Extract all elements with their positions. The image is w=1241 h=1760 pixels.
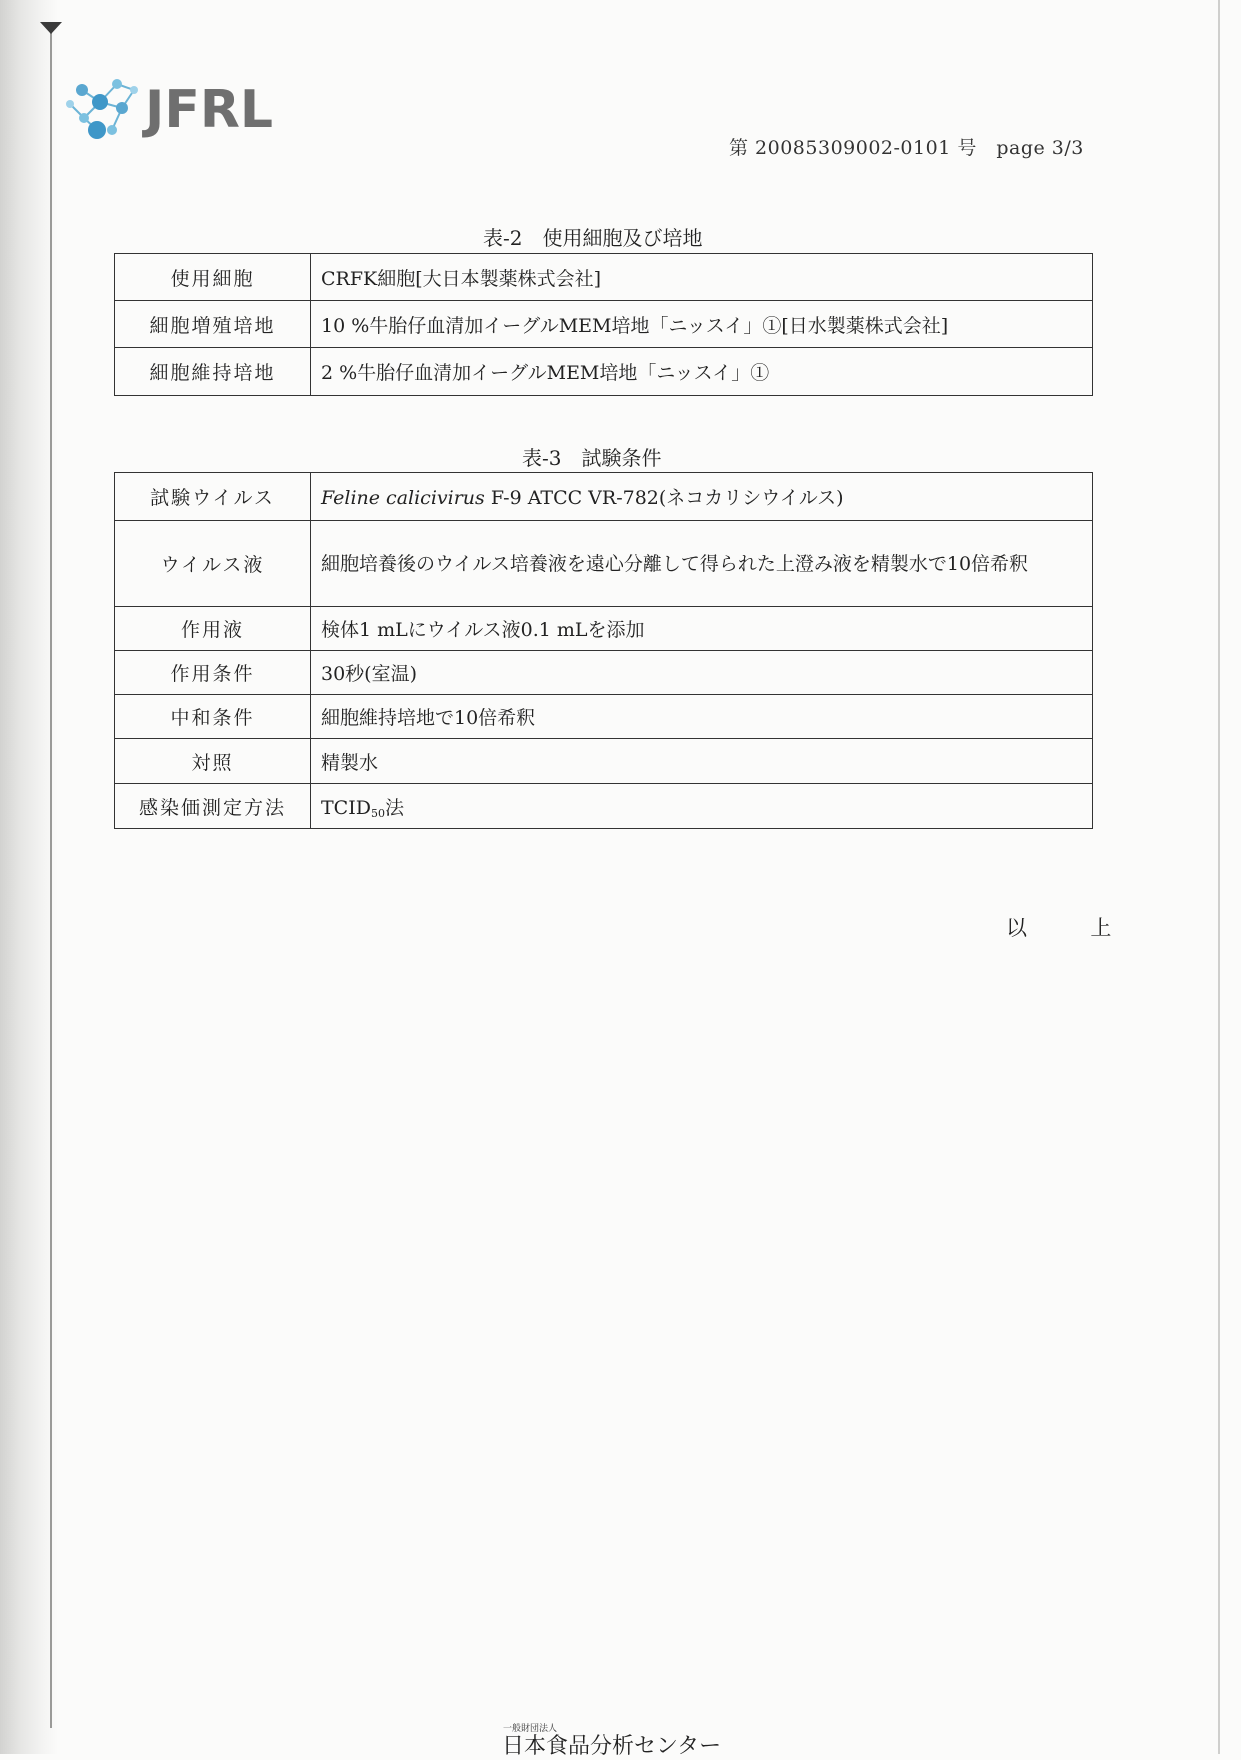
table-row — [115, 473, 1093, 521]
row-label: ウイルス液 — [115, 521, 311, 607]
scan-right-edge — [1218, 0, 1220, 1754]
table-row — [115, 784, 1093, 829]
row-label: 使用細胞 — [115, 254, 311, 301]
scan-mark — [40, 22, 62, 34]
table-row — [115, 301, 1093, 348]
table2-caption: 表-2 使用細胞及び培地 — [483, 226, 703, 250]
logo-text: JFRL — [145, 80, 274, 140]
row-label: 作用条件 — [115, 651, 311, 695]
footer-org-name: 日本食品分析センター — [502, 1734, 722, 1759]
row-value: 2 %牛胎仔血清加イーグルMEM培地「ニッスイ」① — [311, 348, 1093, 396]
closing-left: 以 — [1006, 916, 1027, 940]
table-row — [115, 254, 1093, 301]
row-value: 10 %牛胎仔血清加イーグルMEM培地「ニッスイ」①[日水製薬株式会社] — [311, 301, 1093, 348]
row-label: 作用液 — [115, 607, 311, 651]
row-value: CRFK細胞[大日本製薬株式会社] — [311, 254, 1093, 301]
row-label: 細胞増殖培地 — [115, 301, 311, 348]
row-value: 細胞培養後のウイルス培養液を遠心分離して得られた上澄み液を精製水で10倍希釈 — [311, 521, 1093, 607]
table-test-conditions — [114, 472, 1093, 829]
table-row — [115, 651, 1093, 695]
row-label: 試験ウイルス — [115, 473, 311, 521]
method-name: TCID — [321, 796, 371, 819]
table3-caption: 表-3 試験条件 — [522, 446, 662, 470]
table-row — [115, 607, 1093, 651]
row-label: 対照 — [115, 739, 311, 784]
row-value: 精製水 — [311, 739, 1093, 784]
row-value — [311, 784, 1093, 829]
method-subscript: 50 — [370, 806, 385, 820]
virus-species-name: Feline calicivirus — [321, 487, 485, 509]
row-label: 細胞維持培地 — [115, 348, 311, 396]
document-number: 第 20085309002-0101 号 page 3/3 — [729, 137, 1084, 159]
scan-edge-line — [50, 28, 52, 1728]
row-value: 検体1 mLにウイルス液0.1 mLを添加 — [311, 607, 1093, 651]
method-suffix: 法 — [384, 796, 404, 819]
closing-right: 上 — [1090, 916, 1112, 940]
closing-mark — [1006, 912, 1111, 942]
table-row — [115, 695, 1093, 739]
table-row — [115, 521, 1093, 607]
table-cells-media — [114, 253, 1093, 396]
footer-org-type: 一般財団法人 — [503, 1724, 558, 1734]
row-value: 細胞維持培地で10倍希釈 — [311, 695, 1093, 739]
row-value — [311, 473, 1093, 521]
table-row — [115, 348, 1093, 396]
virus-strain: F-9 ATCC VR-782(ネコカリシウイルス) — [484, 487, 844, 509]
row-label: 中和条件 — [115, 695, 311, 739]
row-value: 30秒(室温) — [311, 651, 1093, 695]
row-label: 感染価測定方法 — [115, 784, 311, 829]
table-row — [115, 739, 1093, 784]
